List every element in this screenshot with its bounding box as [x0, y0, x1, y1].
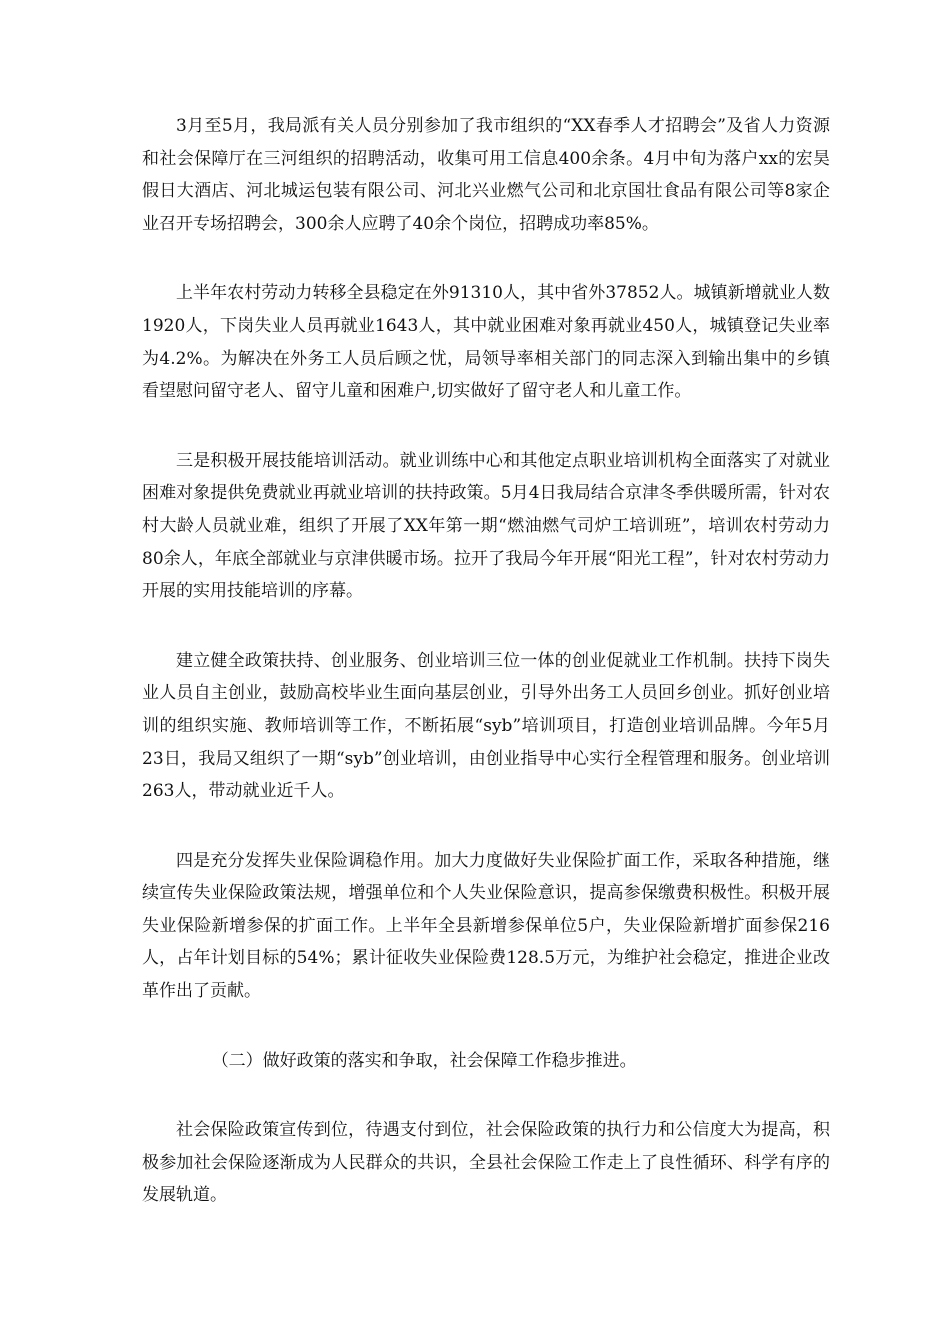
paragraph-social-insurance: 社会保险政策宣传到位，待遇支付到位，社会保险政策的执行力和公信度大为提高，积极参加社会保险逐渐成为人民群众的共识，全县社会保险工作走上了良性循环、科学有序的发展轨道。: [142, 1120, 830, 1206]
paragraph-entrepreneurship: 建立健全政策扶持、创业服务、创业培训三位一体的创业促就业工作机制。扶持下岗失业人员自主创业，鼓励高校毕业生面向基层创业，引导外出务工人员回乡创业。抓好创业培训的组织实施、教师培训等工作，不断拓展“syb”培训项目，打造创业培训品牌。今年5月23日，我局又组织了一期“syb”创业培训，由创业指导中心实行全程管理和服务。创业培训263人，带动就业近千人。: [142, 650, 830, 802]
paragraph-labor-transfer: 上半年农村劳动力转移全县稳定在外91310人，其中省外37852人。城镇新增就业人数1920人，下岗失业人员再就业1643人，其中就业困难对象再就业450人，城镇登记失业率为4.2%。为解决在外务工人员后顾之忧，局领导率相关部门的同志深入到输出集中的乡镇看望慰问留守老人、留守儿童和困难户,切实做好了留守老人和儿童工作。: [142, 283, 830, 402]
paragraph-unemployment-insurance: 四是充分发挥失业保险调稳作用。加大力度做好失业保险扩面工作，采取各种措施，继续宣传失业保险政策法规，增强单位和个人失业保险意识，提高参保缴费积极性。积极开展失业保险新增参保的扩面工作。上半年全县新增参保单位5户，失业保险新增扩面参保216人，占年计划目标的54%；累计征收失业保险费128.5万元，为维护社会稳定，推进企业改革作出了贡献。: [142, 850, 830, 1002]
paragraph-recruitment-fairs: 3月至5月，我局派有关人员分别参加了我市组织的“XX春季人才招聘会”及省人力资源和社会保障厅在三河组织的招聘活动，收集可用工信息400余条。4月中旬为落户xx的宏昊假日大酒店、河北城运包装有限公司、河北兴业燃气公司和北京国壮食品有限公司等8家企业召开专场招聘会，300余人应聘了40余个岗位，招聘成功率85%。: [142, 116, 830, 234]
document-body: [142, 110, 830, 1249]
section-heading-social-security: （二）做好政策的落实和争取，社会保障工作稳步推进。: [211, 1050, 637, 1071]
paragraph-skills-training: 三是积极开展技能培训活动。就业训练中心和其他定点职业培训机构全面落实了对就业困难对象提供免费就业再就业培训的扶持政策。5月4日我局结合京津冬季供暖所需，针对农村大龄人员就业难，组织了开展了XX年第一期“燃油燃气司炉工培训班”，培训农村劳动力80余人，年底全部就业与京津供暖市场。拉开了我局今年开展“阳光工程”，针对农村劳动力开展的实用技能培训的序幕。: [142, 450, 830, 602]
